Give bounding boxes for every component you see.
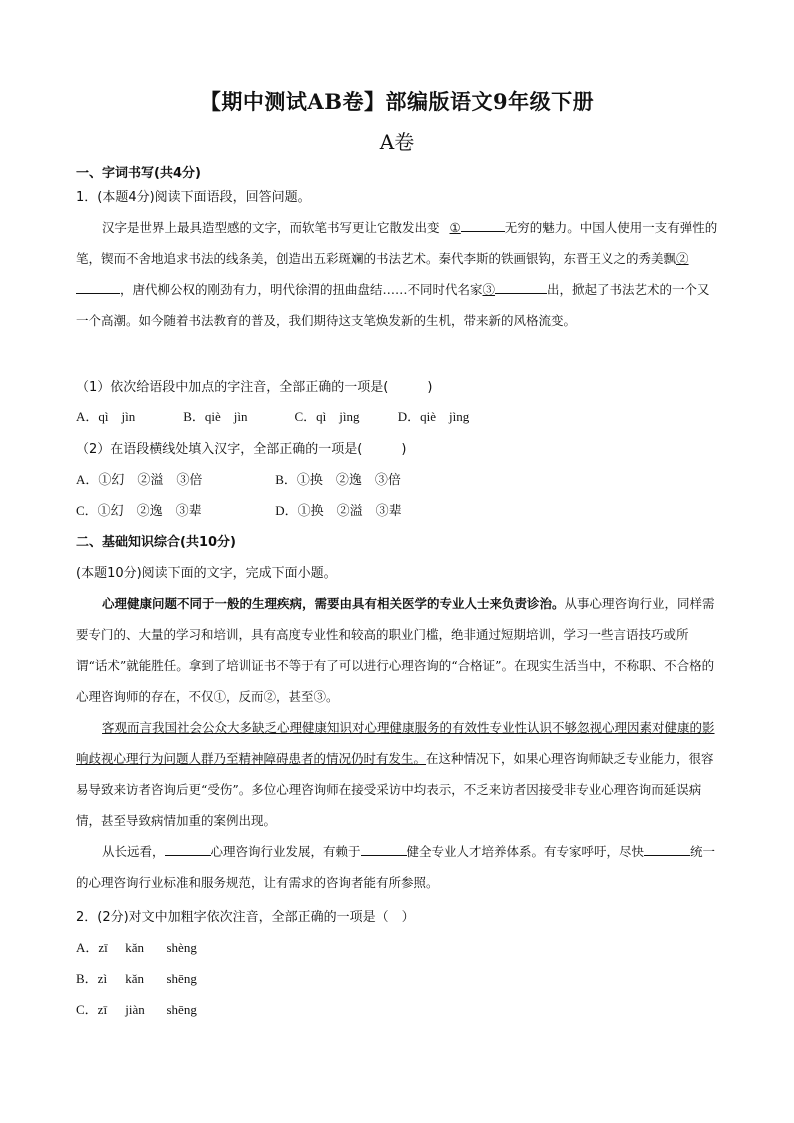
- blank-1-marker: ①: [449, 220, 461, 235]
- page-title: 【期中测试AB卷】部编版语文9年级下册: [199, 89, 595, 114]
- q1-sub2-options-row1: [76, 469, 401, 488]
- para3-text-1: 从长远看，: [102, 844, 165, 859]
- blank-2-marker: ②: [676, 251, 689, 266]
- passage-text-2: 无穷的魅力。中国人使用一支有弹性的笔，锲而不舍地追求书法的线条美，创造出五彩斑斓的书法艺术。秦代李斯的铁画银钩，东晋王义之的秀美飘: [76, 220, 718, 266]
- blank-3-marker: ③: [482, 282, 496, 297]
- option-b: B．qiè jìn: [183, 409, 248, 424]
- q2-option-c: C．zī jiàn shēng: [76, 1002, 197, 1017]
- q2-option-a: A．zī kǎn shèng: [76, 940, 197, 955]
- option-d: D．①换 ②溢 ③辈: [275, 503, 402, 518]
- passage-text-3: ，唐代柳公权的刚劲有力，明代徐渭的扭曲盘结……不同时代名家: [120, 282, 483, 297]
- section2-stem: (本题10分)阅读下面的文字，完成下面小题。: [76, 566, 337, 581]
- page-subtitle: A卷: [379, 130, 415, 154]
- para2-text: 在这种情况下，如果心理咨询师缺乏专业能力，很容易导致来访者咨询后更“受伤”。多位心理咨询师在接受采访中均表示，不乏来访者因接受非专业心理咨询而延误病情，甚至导致病情加重的案例出现。: [76, 751, 714, 828]
- para3-text-4: 统一的心理咨询行业标准和服务规范，让有需求的咨询者能有所参照。: [76, 844, 716, 890]
- section2-para2: [76, 712, 718, 836]
- q1-passage: [76, 212, 718, 336]
- blank-a: [165, 842, 211, 856]
- q1-sub1-options: [76, 406, 469, 425]
- passage-text-1: 汉字是世界上最具造型感的文字，而软笔书写更让它散发出变: [102, 220, 440, 235]
- section2-para3: [76, 836, 718, 898]
- para3-text-3: 健全专业人才培养体系。有专家呼吁，尽快: [406, 844, 645, 859]
- section2-heading: 二、基础知识综合(共10分): [76, 535, 236, 550]
- q1-sub1: （1）依次给语段中加点的字注音，全部正确的一项是( ): [76, 380, 433, 395]
- option-c: C．qì jìng: [294, 409, 360, 424]
- option-a: A．qì jìn: [76, 409, 136, 424]
- q1-sub2-options-row2: [76, 500, 402, 519]
- para3-text-2: 心理咨询行业发展，有赖于: [210, 844, 361, 859]
- blank-3: [495, 280, 547, 294]
- passage-text-4: 出，掀起了书法艺术的一个又一个高潮。如今随着书法教育的普及，我们期待这支笔焕发新的生机，带来新的风格流变。: [76, 282, 710, 328]
- option-d: D．qiè jìng: [397, 409, 470, 424]
- blank-c: [644, 842, 690, 856]
- q1-stem: 1．(本题4分)阅读下面语段，回答问题。: [76, 190, 311, 205]
- para2-underlined-sentence: 客观而言我国社会公众大多缺乏心理健康知识对心理健康服务的有效性专业性认识不够忽视心理因素对健康的影响歧视心理行为问题人群乃至精神障碍患者的情况仍时有发生。: [76, 720, 715, 766]
- blank-2: [76, 280, 120, 294]
- blank-b: [361, 842, 407, 856]
- blank-1: [461, 218, 505, 232]
- q1-sub2: （2）在语段横线处填入汉字，全部正确的一项是( ): [76, 442, 407, 457]
- section2-para1: [76, 588, 718, 712]
- para1-bold-sentence: 心理健康问题不同于一般的生理疾病，需要由具有相关医学的专业人士来负责诊治。: [102, 596, 565, 611]
- option-c: C．①幻 ②逸 ③辈: [76, 503, 202, 518]
- section1-heading: 一、字词书写(共4分): [76, 166, 201, 181]
- para1-text: 从事心理咨询行业，同样需要专门的、大量的学习和培训，具有高度专业性和较高的职业门槛，绝非通过短期培训，学习一些言语技巧或所谓“话术”就能胜任。拿到了培训证书不等于有了可以进行心理咨询的“合格证”。在现实生活当中，不称职、不合格的心理咨询师的存在，不仅①，反而②，甚至③。: [76, 596, 715, 704]
- q2-stem: 2．(2分)对文中加粗字依次注音，全部正确的一项是（ ）: [76, 910, 415, 925]
- option-a: A．①幻 ②溢 ③倍: [76, 472, 203, 487]
- q2-option-b: B．zì kǎn shēng: [76, 971, 197, 986]
- option-b: B．①换 ②逸 ③倍: [275, 472, 401, 487]
